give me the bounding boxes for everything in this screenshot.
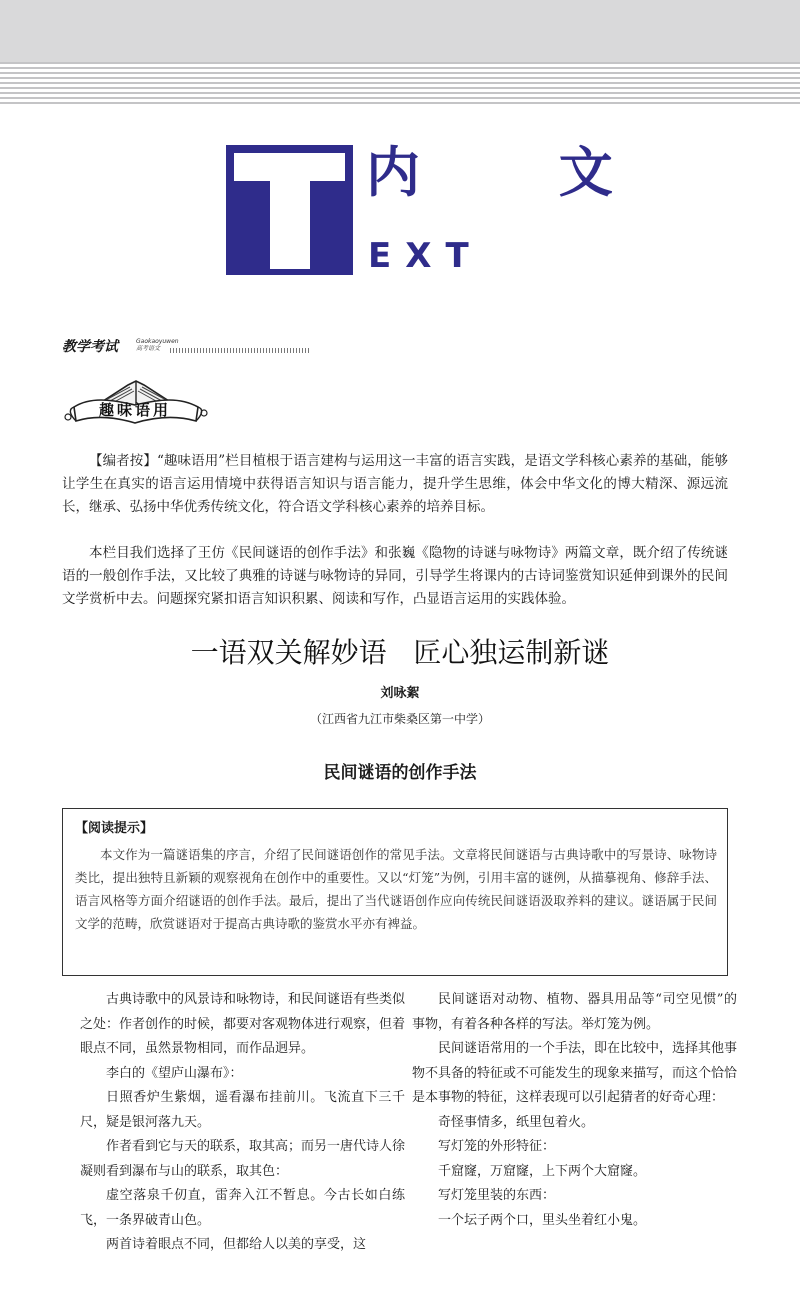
journal-header: [62, 336, 262, 356]
column-banner: [60, 375, 210, 435]
section-title-en: EXT: [368, 236, 483, 276]
poem-quote: 虚空落泉千仞直，雷奔入江不暂息。今古长如白练飞，一条界破青山色。: [80, 1188, 405, 1228]
article-title: 一语双关解妙语 匠心独运制新谜: [190, 636, 610, 669]
riddle-example: 一个坛子两个口，里头坐着红小鬼。: [438, 1212, 647, 1228]
body-paragraph: 写灯笼的外形特征：: [438, 1139, 556, 1154]
editor-note: 【编者按】“趣味语用”栏目植根于语言建构与运用这一丰富的语言实践，是语文学科核心素养的基础，能够让学生在真实的语言运用情境中获得语言知识与语言能力，提升学生思维，体会中华文化的博大精深、源远流长，继承、弘扬中华优秀传统文化，符合语文学科核心素养的培养目标。: [62, 453, 728, 515]
body-column-right: [412, 988, 737, 1233]
reading-tip-label: 【阅读提示】: [75, 821, 154, 836]
body-paragraph: 民间谜语对动物、植物、器具用品等“司空见惯”的事物，有着各种各样的写法。举灯笼为例。: [412, 992, 737, 1032]
header-stripes: [0, 62, 800, 104]
body-paragraph: 古典诗歌中的风景诗和咏物诗，和民间谜语有些类似之处：作者创作的时候，都要对客观物体进行观察，但着眼点不同，虽然景物相同，而作品迥异。: [80, 992, 406, 1056]
riddle-example: 奇怪事情多，纸里包着火。: [438, 1114, 595, 1130]
article-author: 刘咏絮: [380, 686, 420, 701]
author-affiliation: （江西省九江市柴桑区第一中学）: [309, 712, 490, 726]
reading-tip-text: 本文作为一篇谜语集的序言，介绍了民间谜语创作的常见手法。文章将民间谜语与古典诗歌中的写景诗、咏物诗类比，提出独特且新颖的观察视角在创作中的重要性。又以“灯笼”为例，引用丰富的谜例，从描摹视角、修辞手法、语言风格等方面介绍谜语的创作手法。最后，提出了当代谜语创作应向传统民间谜语汲取养料的建议。谜语属于民间文学的范畴，欣赏谜语对于提高古典诗歌的鉴赏水平亦有裨益。: [75, 847, 717, 931]
column-banner-label: 趣味语用: [98, 401, 171, 419]
column-intro: 本栏目我们选择了王仿《民间谜语的创作手法》和张巍《隐物的诗谜与咏物诗》两篇文章，既介绍了传统谜语的一般创作手法，又比较了典雅的诗谜与咏物诗的异同，引导学生将课内的古诗词鉴赏知识延伸到课外的民间文学赏析中去。问题探究紧扣语言知识积累、阅读和写作，凸显语言运用的实践体验。: [62, 545, 728, 607]
reading-tip-box: [62, 808, 728, 976]
journal-sub: Gaokaoyuwen 高考语文: [136, 338, 179, 352]
big-letter-t: [226, 145, 353, 275]
header-band: [0, 0, 800, 62]
body-column-left: [80, 988, 405, 1258]
body-paragraph: 两首诗着眼点不同，但都给人以美的享受，这: [106, 1237, 367, 1252]
body-paragraph: 作者看到它与天的联系，取其高；而另一唐代诗人徐凝则看到瀑布与山的联系，取其色：: [80, 1139, 406, 1179]
article-subtitle: 民间谜语的创作手法: [323, 763, 477, 783]
riddle-example: 千窟窿，万窟窿，上下两个大窟窿。: [438, 1163, 647, 1179]
section-logo: [226, 145, 353, 275]
body-paragraph: 写灯笼里装的东西：: [438, 1188, 556, 1203]
section-title-cn: 内 文: [366, 141, 673, 204]
poem-quote: 日照香炉生紫烟，遥看瀑布挂前川。飞流直下三千尺，疑是银河落九天。: [80, 1090, 405, 1130]
body-paragraph: 李白的《望庐山瀑布》：: [106, 1065, 243, 1081]
body-paragraph: 民间谜语常用的一个手法，即在比较中，选择其他事物不具备的特征或不可能发生的现象来描写，而这个恰恰是本事物的特征，这样表现可以引起猜者的好奇心理：: [412, 1041, 738, 1105]
journal-name: 教学考试: [62, 339, 118, 355]
journal-rule: [170, 348, 310, 353]
